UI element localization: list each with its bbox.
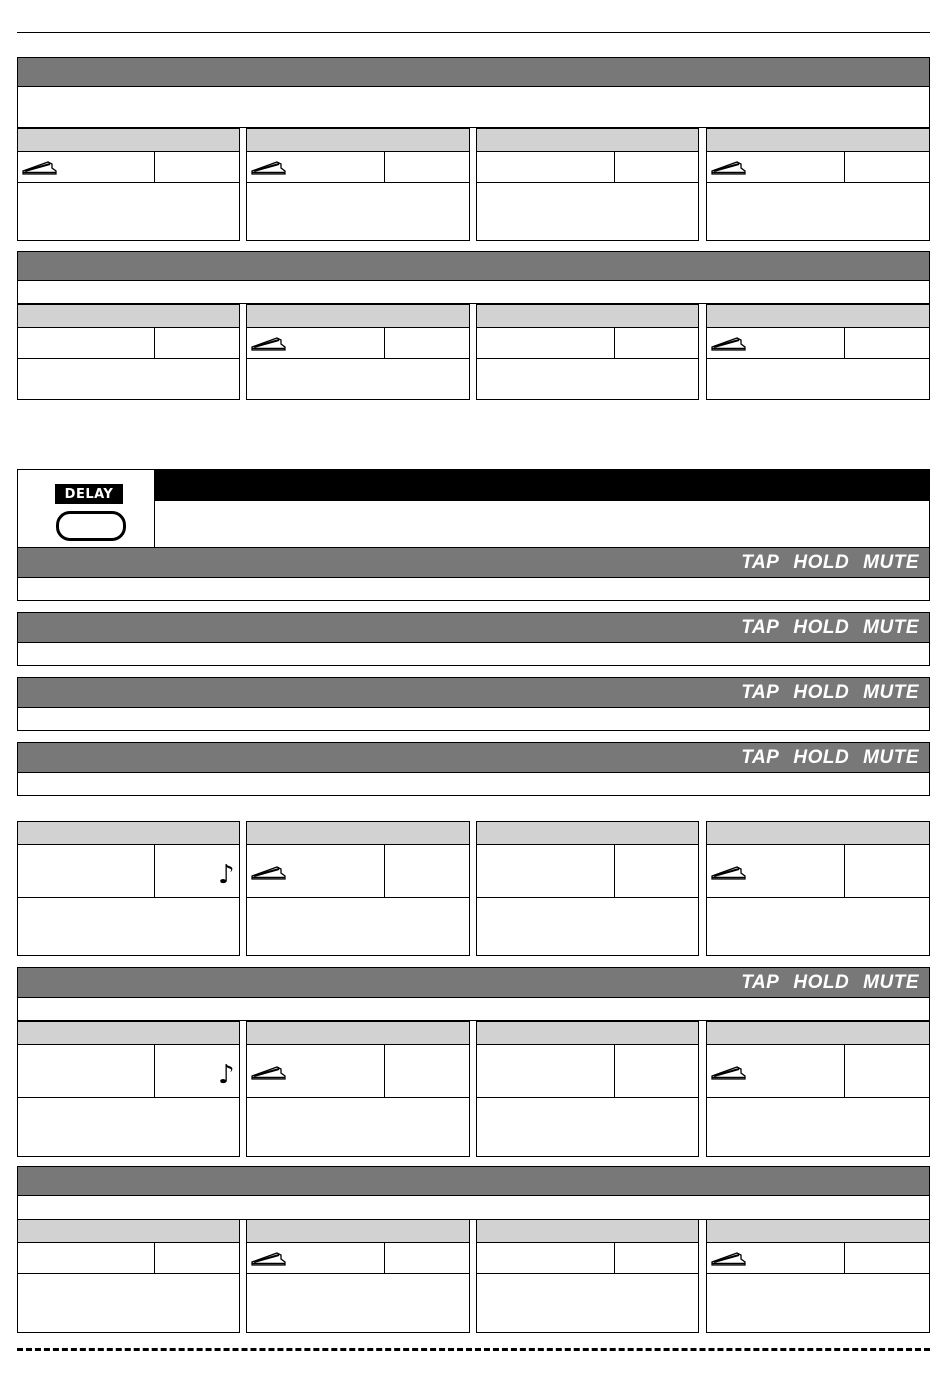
param-card [476, 128, 699, 241]
param-card-title [18, 1022, 239, 1045]
param-card-value-row [477, 151, 698, 183]
tap-tag: TAP [741, 551, 780, 573]
param-card [17, 128, 240, 241]
divider [154, 1242, 155, 1273]
expression-pedal-icon [711, 335, 747, 351]
param-card [246, 304, 470, 400]
param-card-value-row [18, 151, 239, 183]
divider [614, 151, 615, 182]
divider [154, 844, 155, 897]
divider [844, 844, 845, 897]
tap-hold-mute-tags [741, 548, 919, 577]
param-card [706, 1021, 930, 1157]
param-card-title [707, 1022, 929, 1045]
param-card-title [707, 822, 929, 845]
expression-pedal-icon [251, 1250, 287, 1266]
param-card-value-row [707, 327, 929, 359]
oval-knob-icon [56, 511, 126, 541]
param-card [476, 821, 699, 956]
param-card-title [18, 129, 239, 152]
module-description [155, 501, 929, 547]
divider [154, 1044, 155, 1097]
param-card-value-row [477, 327, 698, 359]
divider [844, 151, 845, 182]
delay-type-header [17, 547, 930, 578]
divider [614, 1044, 615, 1097]
hold-tag: HOLD [793, 681, 850, 703]
param-card-value-row [247, 327, 469, 359]
divider [614, 844, 615, 897]
divider [384, 327, 385, 358]
tap-tag: TAP [741, 746, 780, 768]
expression-pedal-icon [251, 864, 287, 880]
delay-type-header [17, 742, 930, 773]
tap-tag: TAP [741, 681, 780, 703]
param-card-title [707, 305, 929, 328]
section-last-description [17, 1195, 930, 1220]
param-card-title [707, 1220, 929, 1243]
mute-tag: MUTE [863, 681, 919, 703]
param-card-value-row [707, 844, 929, 898]
param-card [246, 821, 470, 956]
param-card [476, 1219, 699, 1333]
param-card [246, 1219, 470, 1333]
param-card [706, 128, 930, 241]
param-card-value-row [707, 1044, 929, 1098]
expression-pedal-icon [22, 159, 58, 175]
delay-type-header [17, 612, 930, 643]
param-card [706, 1219, 930, 1333]
expression-pedal-icon [251, 159, 287, 175]
param-card-title [247, 1022, 469, 1045]
param-card-value-row [247, 844, 469, 898]
expression-pedal-icon [711, 159, 747, 175]
divider [614, 1242, 615, 1273]
param-card [476, 1021, 699, 1157]
param-card-title [477, 822, 698, 845]
divider [844, 327, 845, 358]
param-card [17, 1219, 240, 1333]
section-2-description [17, 280, 930, 304]
param-card-value-row [18, 844, 239, 898]
param-card-title [247, 129, 469, 152]
param-card-title [477, 129, 698, 152]
param-card-value-row [247, 1044, 469, 1098]
param-card-title [247, 1220, 469, 1243]
delay-type-header [17, 677, 930, 708]
expression-pedal-icon [711, 1064, 747, 1080]
module-title-bar [155, 470, 929, 501]
divider [844, 1242, 845, 1273]
expression-pedal-icon [251, 1064, 287, 1080]
section-1-header [17, 57, 930, 87]
param-card [706, 821, 930, 956]
param-card-title [477, 305, 698, 328]
delay-type-description [17, 642, 930, 666]
param-card-value-row [18, 1242, 239, 1274]
param-card-title [18, 822, 239, 845]
tap-hold-mute-tags [741, 743, 919, 772]
expression-pedal-icon [251, 335, 287, 351]
param-card-title [247, 822, 469, 845]
hold-tag: HOLD [793, 616, 850, 638]
tap-tag: TAP [741, 616, 780, 638]
tap-hold-mute-tags [741, 613, 919, 642]
delay-type-description [17, 772, 930, 796]
param-card [17, 821, 240, 956]
param-card-value-row [707, 151, 929, 183]
param-card-value-row [18, 1044, 239, 1098]
divider [154, 327, 155, 358]
divider [384, 1242, 385, 1273]
param-card [706, 304, 930, 400]
param-card-title [247, 305, 469, 328]
tap-hold-mute-tags [741, 968, 919, 997]
delay-module-badge [18, 470, 155, 547]
tap-hold-mute-tags [741, 678, 919, 707]
hold-tag: HOLD [793, 971, 850, 993]
expression-pedal-icon [711, 1250, 747, 1266]
param-card-title [707, 129, 929, 152]
hold-tag: HOLD [793, 551, 850, 573]
param-card [246, 1021, 470, 1157]
divider [384, 1044, 385, 1097]
eighth-note-icon: ♪ [218, 1060, 235, 1090]
mute-tag: MUTE [863, 746, 919, 768]
delay-type-description [17, 707, 930, 731]
mute-tag: MUTE [863, 971, 919, 993]
param-card [246, 128, 470, 241]
divider [384, 844, 385, 897]
divider [154, 151, 155, 182]
section-1-description [17, 86, 930, 128]
param-card-title [18, 305, 239, 328]
param-card [17, 1021, 240, 1157]
delay-type-header [17, 967, 930, 998]
divider [844, 1044, 845, 1097]
hold-tag: HOLD [793, 746, 850, 768]
param-card-value-row [247, 1242, 469, 1274]
delay-type-description [17, 997, 930, 1021]
param-card-value-row [477, 1044, 698, 1098]
delay-module-header [17, 469, 930, 548]
eighth-note-icon: ♪ [218, 860, 235, 890]
dashed-bottom-rule [17, 1348, 930, 1351]
param-card-title [477, 1022, 698, 1045]
section-last-header [17, 1166, 930, 1196]
param-card-value-row [18, 327, 239, 359]
mute-tag: MUTE [863, 616, 919, 638]
param-card-value-row [477, 1242, 698, 1274]
param-card [17, 304, 240, 400]
param-card-title [477, 1220, 698, 1243]
tap-tag: TAP [741, 971, 780, 993]
param-card-title [18, 1220, 239, 1243]
mute-tag: MUTE [863, 551, 919, 573]
divider [614, 327, 615, 358]
delay-type-description [17, 577, 930, 601]
param-card-value-row [247, 151, 469, 183]
section-2-header [17, 251, 930, 281]
expression-pedal-icon [711, 864, 747, 880]
top-rule [17, 32, 930, 33]
delay-label: DELAY [55, 484, 123, 504]
param-card-value-row [477, 844, 698, 898]
divider [384, 151, 385, 182]
param-card-value-row [707, 1242, 929, 1274]
param-card [476, 304, 699, 400]
